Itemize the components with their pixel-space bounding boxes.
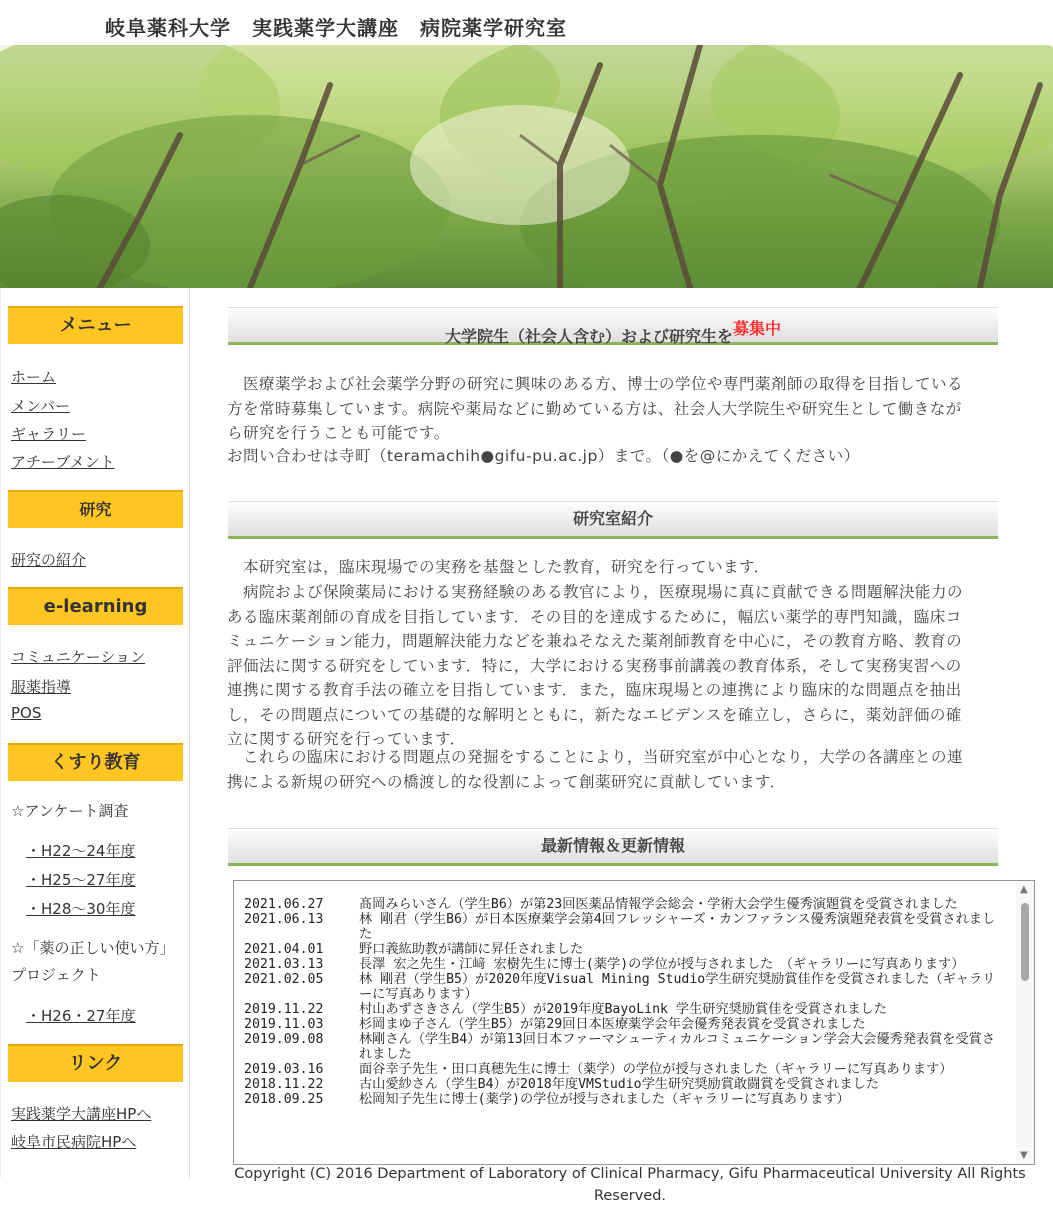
news-item-date: 2021.06.13 <box>244 912 324 927</box>
recruit-badge: 募集中 <box>733 319 782 338</box>
footer-copyright: Copyright (C) 2016 Department of Laboratory of Clinical Pharmacy, Gifu Pharmaceutical University All Rights Reserved. <box>234 1166 1026 1204</box>
sidebar <box>0 288 190 1178</box>
sidebar-link-survey-h28-30[interactable]: ・H28～30年度 <box>26 900 136 918</box>
recruit-contact: お問い合わせは寺町（teramachih●gifu-pu.ac.jp）まで。（●を@にかえてください） <box>227 447 860 465</box>
sidebar-survey-label: ☆アンケート調査 <box>11 802 129 820</box>
sidebar-project-label: ☆「薬の正しい使い方」プロジェクト <box>11 939 175 984</box>
sidebar-link-gallery[interactable]: ギャラリー <box>11 425 87 443</box>
recruit-section-heading <box>228 307 998 345</box>
header-banner-image <box>0 45 1053 288</box>
forest-canopy-illustration <box>0 45 1053 288</box>
intro-paragraph-3: これらの臨床における問題点の発掘をすることにより，当研究室が中心となり，大学の各講座との連携による新規の研究への橋渡し的な役割によって創薬研究に貢献しています． <box>227 748 964 791</box>
news-item-date: 2021.06.27 <box>244 897 324 912</box>
news-item-date: 2019.03.16 <box>244 1062 324 1077</box>
news-item <box>244 972 996 1002</box>
news-item <box>244 1062 996 1077</box>
news-item-text: 古山愛紗さん（学生B4）が2018年度VMStudio学生研究奨励賞敢闘賞を受賞されました <box>359 1077 879 1092</box>
intro-section-heading: 研究室紹介 <box>228 501 998 539</box>
sidebar-heading-menu: メニュー <box>8 306 183 344</box>
news-item-date: 2021.02.05 <box>244 972 324 987</box>
news-item-date: 2019.11.22 <box>244 1002 324 1017</box>
news-item-text: 林剛さん（学生B4）が第13回日本ファーマシューティカルコミュニケーション学会大会優秀発表賞を受賞されました <box>359 1032 996 1062</box>
sidebar-link-project-h26-27[interactable]: ・H26・27年度 <box>26 1007 136 1025</box>
news-item <box>244 1077 996 1092</box>
news-item-date: 2021.03.13 <box>244 957 324 972</box>
sidebar-link-survey-h22-24[interactable]: ・H22～24年度 <box>26 842 136 860</box>
news-item-date: 2019.09.08 <box>244 1032 324 1047</box>
site-title: 岐阜薬科大学 実践薬学大講座 病院薬学研究室 <box>105 16 567 40</box>
scroll-thumb[interactable] <box>1021 903 1029 981</box>
sidebar-link-home[interactable]: ホーム <box>11 368 57 386</box>
news-item <box>244 1032 996 1062</box>
news-item <box>244 1092 996 1107</box>
sidebar-link-achievement[interactable]: アチーブメント <box>11 453 115 471</box>
news-item-text: 髙岡みらいさん（学生B6）が第23回医薬品情報学会総会・学術大会学生優秀演題賞を受賞されました <box>359 897 958 912</box>
intro-paragraph-1: 本研究室は，臨床現場での実務を基盤とした教育，研究を行っています． <box>227 558 770 576</box>
news-item-text: 松岡知子先生に博士(薬学)の学位が授与されました（ギャラリーに写真あります） <box>359 1092 850 1107</box>
sidebar-link-research-intro[interactable]: 研究の紹介 <box>11 551 87 569</box>
news-scrollbar[interactable] <box>1016 881 1034 1164</box>
news-item <box>244 1002 996 1017</box>
news-item-date: 2018.09.25 <box>244 1092 324 1107</box>
news-scroll-box[interactable] <box>233 880 1035 1165</box>
news-item-text: 杉岡まゆ子さん（学生B5）が第29回日本医療薬学会年会優秀発表賞を受賞されました <box>359 1017 866 1032</box>
sidebar-link-communication[interactable]: コミュニケーション <box>11 648 146 666</box>
news-item-text: 村山あずさきさん（学生B5）が2019年度BayoLink 学生研究奨励賞佳を受賞されました <box>359 1002 887 1017</box>
sidebar-link-medication-guidance[interactable]: 服薬指導 <box>11 678 72 696</box>
news-item <box>244 912 996 942</box>
news-item <box>244 957 996 972</box>
recruit-heading-text: 大学院生（社会人含む）および研究生を <box>444 327 733 346</box>
sidebar-link-members[interactable]: メンバー <box>11 397 70 415</box>
news-item <box>244 942 996 957</box>
news-item-date: 2021.04.01 <box>244 942 324 957</box>
news-section-heading: 最新情報＆更新情報 <box>228 828 998 866</box>
sidebar-link-pos[interactable]: POS <box>11 704 42 722</box>
news-item-text: 林 剛君（学生B5）が2020年度Visual Mining Studio学生研究奨励賞佳作を受賞されました（ギャラリーに写真あります） <box>359 972 996 1002</box>
news-item <box>244 897 996 912</box>
sidebar-link-gifu-hospital-hp[interactable]: 岐阜市民病院HPへ <box>11 1133 137 1151</box>
sidebar-heading-research: 研究 <box>8 490 183 528</box>
news-item-date: 2018.11.22 <box>244 1077 324 1092</box>
scroll-down-arrow-icon[interactable]: ▼ <box>1020 1150 1028 1161</box>
intro-paragraph-2: 病院および保険薬局における実務経験のある教官により，医療現場に真に貢献できる問題解決能力のある臨床薬剤師の育成を目指しています．その目的を達成するために，幅広い薬学的専門知識，臨床コミュニケーション能力，問題解決能力などを兼ねそなえた薬剤師教育を中心に，その教育方略、教育の評価法に関する研究をしています．特に，大学における実務事前講義の教育体系，そして実務実習への連携に関する教育手法の確立を目指しています．また，臨床現場との連携により臨床的な問題点を抽出し，その問題点についての基礎的な解明とともに，新たなエビデンスを確立し，さらに，薬効評価の確立に関する研究を行っています． <box>227 583 964 748</box>
sidebar-link-department-hp[interactable]: 実践薬学大講座HPへ <box>11 1105 152 1123</box>
news-list <box>244 897 996 1107</box>
sidebar-heading-drug-education: くすり教育 <box>8 743 183 781</box>
recruit-body: 医療薬学および社会薬学分野の研究に興味のある方、博士の学位や専門薬剤師の取得を目指している方を常時募集しています。病院や薬局などに勤めている方は、社会人大学院生や研究生として働きながら研究を行うことも可能です。 <box>227 375 964 442</box>
sidebar-heading-elearning: e-learning <box>8 587 183 625</box>
news-item <box>244 1017 996 1032</box>
news-item-text: 野口義紘助教が講師に昇任されました <box>359 942 584 957</box>
news-item-text: 面谷幸子先生・田口真穂先生に博士（薬学）の学位が授与されました（ギャラリーに写真あります） <box>359 1062 953 1077</box>
sidebar-heading-links: リンク <box>8 1044 183 1082</box>
news-item-text: 林 剛君（学生B6）が日本医療薬学会第4回フレッシャーズ・カンファランス優秀演題発表賞を受賞されました <box>359 912 996 942</box>
sidebar-link-survey-h25-27[interactable]: ・H25～27年度 <box>26 871 136 889</box>
news-item-text: 長澤 宏之先生・江﨑 宏樹先生に博士(薬学)の学位が授与されました （ギャラリーに写真あります） <box>359 957 965 972</box>
news-item-date: 2019.11.03 <box>244 1017 324 1032</box>
scroll-up-arrow-icon[interactable]: ▲ <box>1020 884 1028 895</box>
